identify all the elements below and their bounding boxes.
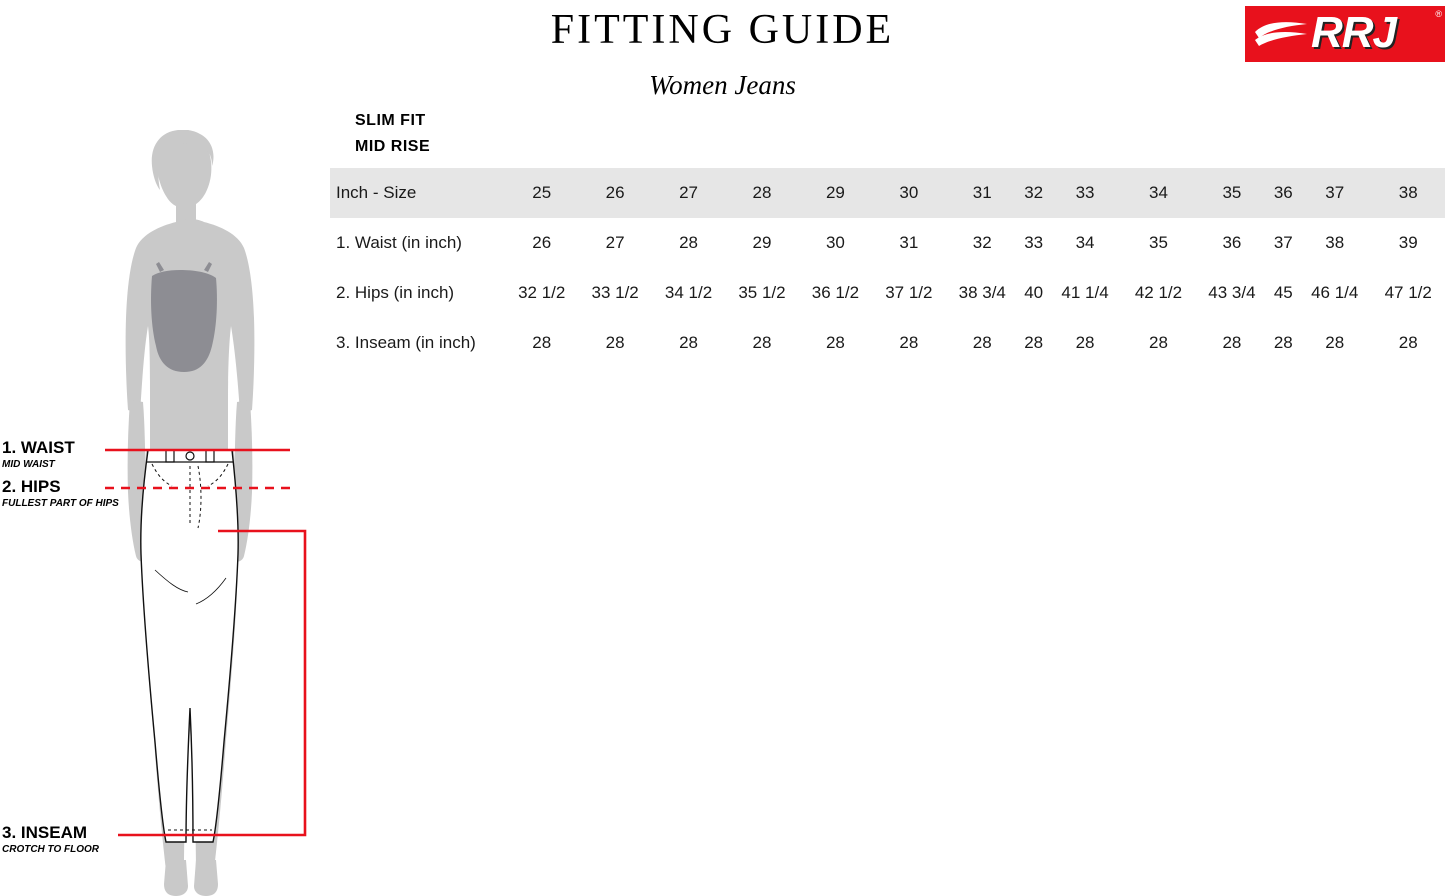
size-col-1: 26 [605, 183, 625, 202]
size-col-8: 33 [1075, 183, 1095, 202]
callout-waist-title: 1. WAIST [2, 438, 75, 457]
hips-val-9: 42 1/2 [1134, 283, 1183, 302]
inseam-val-6: 28 [972, 333, 992, 352]
hips-val-10: 43 3/4 [1208, 283, 1256, 302]
size-col-3: 28 [752, 183, 772, 202]
inseam-val-11: 28 [1273, 333, 1293, 352]
waist-val-3: 29 [752, 233, 772, 252]
hips-val-12: 46 1/4 [1311, 283, 1359, 302]
waist-val-13: 39 [1398, 233, 1418, 252]
waist-val-1: 27 [605, 233, 625, 252]
waist-val-0: 26 [532, 233, 552, 252]
callout-hips [2, 477, 119, 509]
fit-type-line1: SLIM FIT [355, 112, 426, 129]
hips-val-3: 35 1/2 [738, 283, 786, 302]
inseam-val-8: 28 [1075, 333, 1095, 352]
inseam-val-5: 28 [899, 333, 919, 352]
size-col-2: 27 [679, 183, 699, 202]
row-label-hips: 2. Hips (in inch) [336, 283, 455, 302]
inseam-val-4: 28 [825, 333, 845, 352]
bra-top [151, 262, 217, 372]
hips-val-8: 41 1/4 [1061, 283, 1109, 302]
waist-val-12: 38 [1325, 233, 1345, 252]
inseam-val-0: 28 [532, 333, 552, 352]
inseam-val-7: 28 [1024, 333, 1044, 352]
size-col-12: 37 [1325, 183, 1345, 202]
hips-val-13: 47 1/2 [1384, 283, 1432, 302]
callout-inseam-title: 3. INSEAM [2, 823, 88, 842]
model-figure [0, 130, 330, 896]
waist-val-9: 35 [1149, 233, 1168, 252]
callout-inseam-subtitle: CROTCH TO FLOOR [2, 844, 100, 855]
page-title: FITTING GUIDE [550, 7, 895, 53]
size-table-wrapper [330, 168, 1445, 368]
callout-inseam [2, 823, 99, 855]
hips-val-11: 45 [1273, 283, 1293, 302]
inseam-val-12: 28 [1325, 333, 1345, 352]
waist-val-6: 32 [972, 233, 992, 252]
inseam-val-3: 28 [752, 333, 772, 352]
size-table [330, 168, 1445, 368]
hips-val-1: 33 1/2 [591, 283, 639, 302]
table-row [330, 268, 1445, 318]
row-label-inseam: 3. Inseam (in inch) [336, 333, 476, 352]
page-subtitle: Women Jeans [649, 70, 796, 100]
size-col-7: 32 [1024, 183, 1044, 202]
table-header-row [330, 168, 1445, 218]
logo-registered-mark: ® [1435, 9, 1442, 19]
callout-hips-title: 2. HIPS [2, 477, 61, 496]
rrj-logo [1245, 6, 1445, 62]
table-header-label: Inch - Size [336, 183, 417, 202]
female-silhouette-illustration [0, 130, 330, 896]
callout-waist [2, 438, 75, 470]
waist-val-10: 36 [1222, 233, 1242, 252]
hips-val-7: 40 [1024, 283, 1044, 302]
waist-val-2: 28 [679, 233, 699, 252]
waist-val-11: 37 [1273, 233, 1293, 252]
inseam-val-9: 28 [1149, 333, 1168, 352]
hips-val-2: 34 1/2 [664, 283, 713, 302]
row-label-waist: 1. Waist (in inch) [336, 233, 462, 252]
callout-hips-subtitle: FULLEST PART OF HIPS [2, 498, 119, 509]
logo-swoosh-icon [1253, 18, 1309, 50]
hips-val-0: 32 1/2 [518, 283, 566, 302]
size-col-13: 38 [1398, 183, 1418, 202]
hips-val-4: 36 1/2 [811, 283, 860, 302]
callout-waist-subtitle: MID WAIST [2, 459, 55, 470]
table-row [330, 218, 1445, 268]
waist-val-7: 33 [1024, 233, 1044, 252]
size-col-11: 36 [1273, 183, 1293, 202]
waist-val-4: 30 [825, 233, 845, 252]
hips-val-5: 37 1/2 [885, 283, 933, 302]
size-col-10: 35 [1222, 183, 1242, 202]
size-col-0: 25 [532, 183, 552, 202]
size-col-4: 29 [825, 183, 845, 202]
table-row [330, 318, 1445, 368]
fit-type-line2: MID RISE [355, 138, 431, 155]
inseam-val-13: 28 [1398, 333, 1418, 352]
inseam-val-10: 28 [1222, 333, 1242, 352]
size-col-9: 34 [1149, 183, 1168, 202]
size-col-5: 30 [899, 183, 919, 202]
size-col-6: 31 [972, 183, 992, 202]
inseam-val-1: 28 [605, 333, 625, 352]
waist-val-5: 31 [899, 233, 919, 252]
waist-val-8: 34 [1075, 233, 1095, 252]
size-table-body [330, 218, 1445, 368]
inseam-val-2: 28 [679, 333, 699, 352]
size-table-head [330, 168, 1445, 218]
logo-wordmark: RRJ [1311, 8, 1397, 57]
hips-val-6: 38 3/4 [958, 283, 1006, 302]
